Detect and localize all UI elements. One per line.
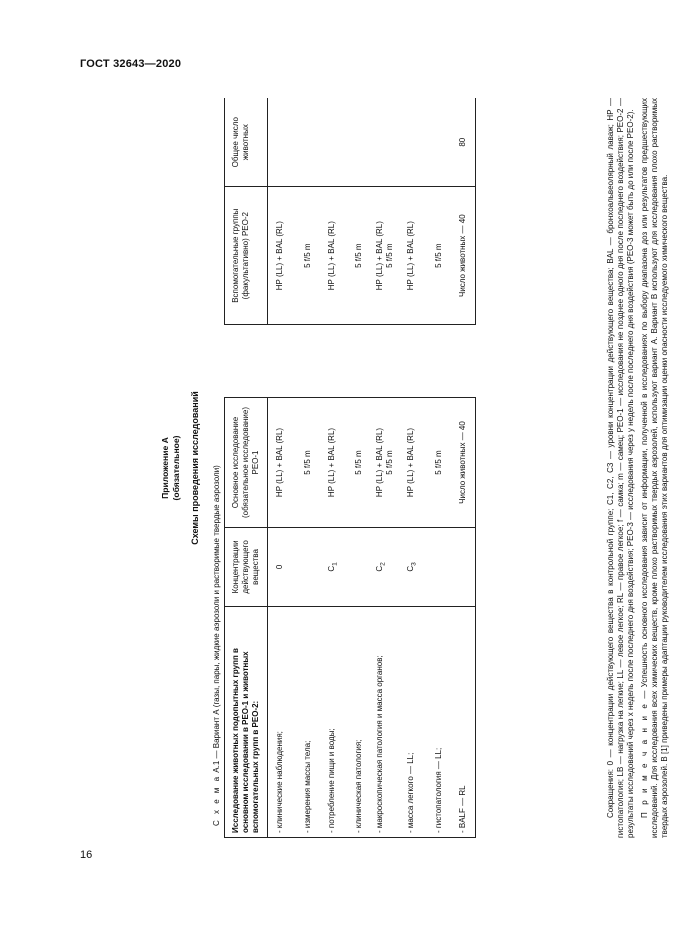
document-header: ГОСТ 32643—2020 — [80, 58, 182, 70]
measure-item: - измерения массы тела; — [296, 607, 320, 838]
measure-item: - гистопатология — LL; — [427, 607, 451, 838]
table-row — [451, 98, 476, 838]
table-row — [399, 98, 427, 838]
header-total-animals: Общее число животных — [225, 98, 268, 187]
section-title: Схемы проведения исследований — [190, 391, 200, 545]
aux-groups-total: Число животных — 40 — [451, 187, 476, 325]
aux-group-cell: HP (LL) + BAL (RL) — [399, 187, 427, 325]
appendix-title: Приложение А — [160, 437, 170, 499]
concentration-cell: $C_3$ — [399, 527, 427, 606]
note-prefix: П р и м е ч а н и е — [640, 702, 649, 818]
main-study-cell: 5 f/5 m — [347, 398, 371, 528]
measure-item: - макроскопическая патология и масса органов; — [371, 607, 399, 838]
appendix-status: (обязательное) — [171, 435, 181, 501]
page-number: 16 — [80, 849, 93, 861]
header-measures: Исследование животных подопытных групп в основном исследовании в РЕО-1 и животных вспомогательных групп в РЕО-2: — [225, 607, 268, 838]
table-row — [427, 98, 451, 838]
abbreviations-note: Сокращения: 0 — концентрации действующего вещества в контрольной группе; C1, C2, C3 — уровни концентрации действующего вещества; BAL — бронхоальвеолярный лаваж; HP — гистопатология; LB — нагрузка на легкие; LL — левое легкое; RL — правое легкое; f — самка; m — самец; РЕО-1 — исследования не позднее одного дня после последнего воздействия; РЕО-2 — результаты исследований через х недель после последнего дня воздействия; РЕО-3 — исследования через у недель после последнего дня воздействия (РЕО-3 может быть до или после РЕО-2). — [606, 98, 635, 838]
measure-item: - клинические наблюдения; — [268, 607, 296, 838]
aux-group-cell: 5 f/5 m — [296, 187, 320, 325]
note-text: — Успешность основного исследования зависит от информации, полученной в исследованиях по выбору диапазона доз или результатов предшествующих исследований. Для исследования всех химических веществ, кроме плохо растворимых твердых аэрозолей, используют вариант А. Вариант В используют для исследования плохо растворимых твердых аэрозолей. В [1] приведены примеры адаптации руководителем исследования этих вариантов для оптимизации оценки опасности исследуемого химического вещества. — [640, 97, 669, 838]
concentration-cell: $C_1$ — [320, 527, 348, 606]
aux-group-cell: 5 f/5 m — [427, 187, 451, 325]
main-study-cell: HP (LL) + BAL (RL) 5 f/5 m — [371, 398, 399, 528]
measure-item: - потребление пищи и воды; — [320, 607, 348, 838]
concentration-cell: $C_2$ — [371, 527, 399, 606]
scheme-caption-prefix: С х е м а — [212, 774, 221, 826]
main-study-cell: 5 f/5 m — [427, 398, 451, 528]
aux-group-cell: HP (LL) + BAL (RL) 5 f/5 m — [371, 187, 399, 325]
header-aux-groups: Вспомогательные группы (факультативно) РЕО-2 — [225, 187, 268, 325]
main-study-total: Число животных — 40 — [451, 398, 476, 528]
measure-item: - масса легкого — LL; — [399, 607, 427, 838]
header-concentrations: Концентрации действующего вещества — [225, 527, 268, 606]
scheme-caption — [212, 126, 222, 826]
concentration-cell: 0 — [268, 527, 296, 606]
table-header-row — [225, 98, 268, 838]
aux-group-cell: 5 f/5 m — [347, 187, 371, 325]
header-main-study: Основное исследование (обязательное исследование) РЕО-1 — [225, 398, 268, 528]
table-row — [347, 98, 371, 838]
table-row — [371, 98, 399, 838]
aux-group-cell: HP (LL) + BAL (RL) — [268, 187, 296, 325]
note-paragraph — [640, 98, 670, 838]
table-row — [268, 98, 296, 838]
main-study-cell: HP (LL) + BAL (RL) — [320, 398, 348, 528]
table-notes — [606, 98, 670, 838]
main-study-cell: 5 f/5 m — [296, 398, 320, 528]
grand-total: 80 — [451, 98, 476, 187]
table-row — [296, 98, 320, 838]
measure-item: - BALF — RL — [451, 607, 476, 838]
scheme-caption-text: А.1 — Вариант А (газы, пары, жидкие аэрозоли и растворимые твердые аэрозоли) — [212, 465, 221, 773]
measure-item: - клиническая патология; — [347, 607, 371, 838]
table-row — [320, 98, 348, 838]
main-study-cell: HP (LL) + BAL (RL) — [268, 398, 296, 528]
appendix-heading — [160, 98, 182, 838]
aux-group-cell: HP (LL) + BAL (RL) — [320, 187, 348, 325]
rotated-landscape-content — [160, 98, 700, 838]
study-scheme-table — [224, 98, 476, 838]
main-study-cell: HP (LL) + BAL (RL) — [399, 398, 427, 528]
